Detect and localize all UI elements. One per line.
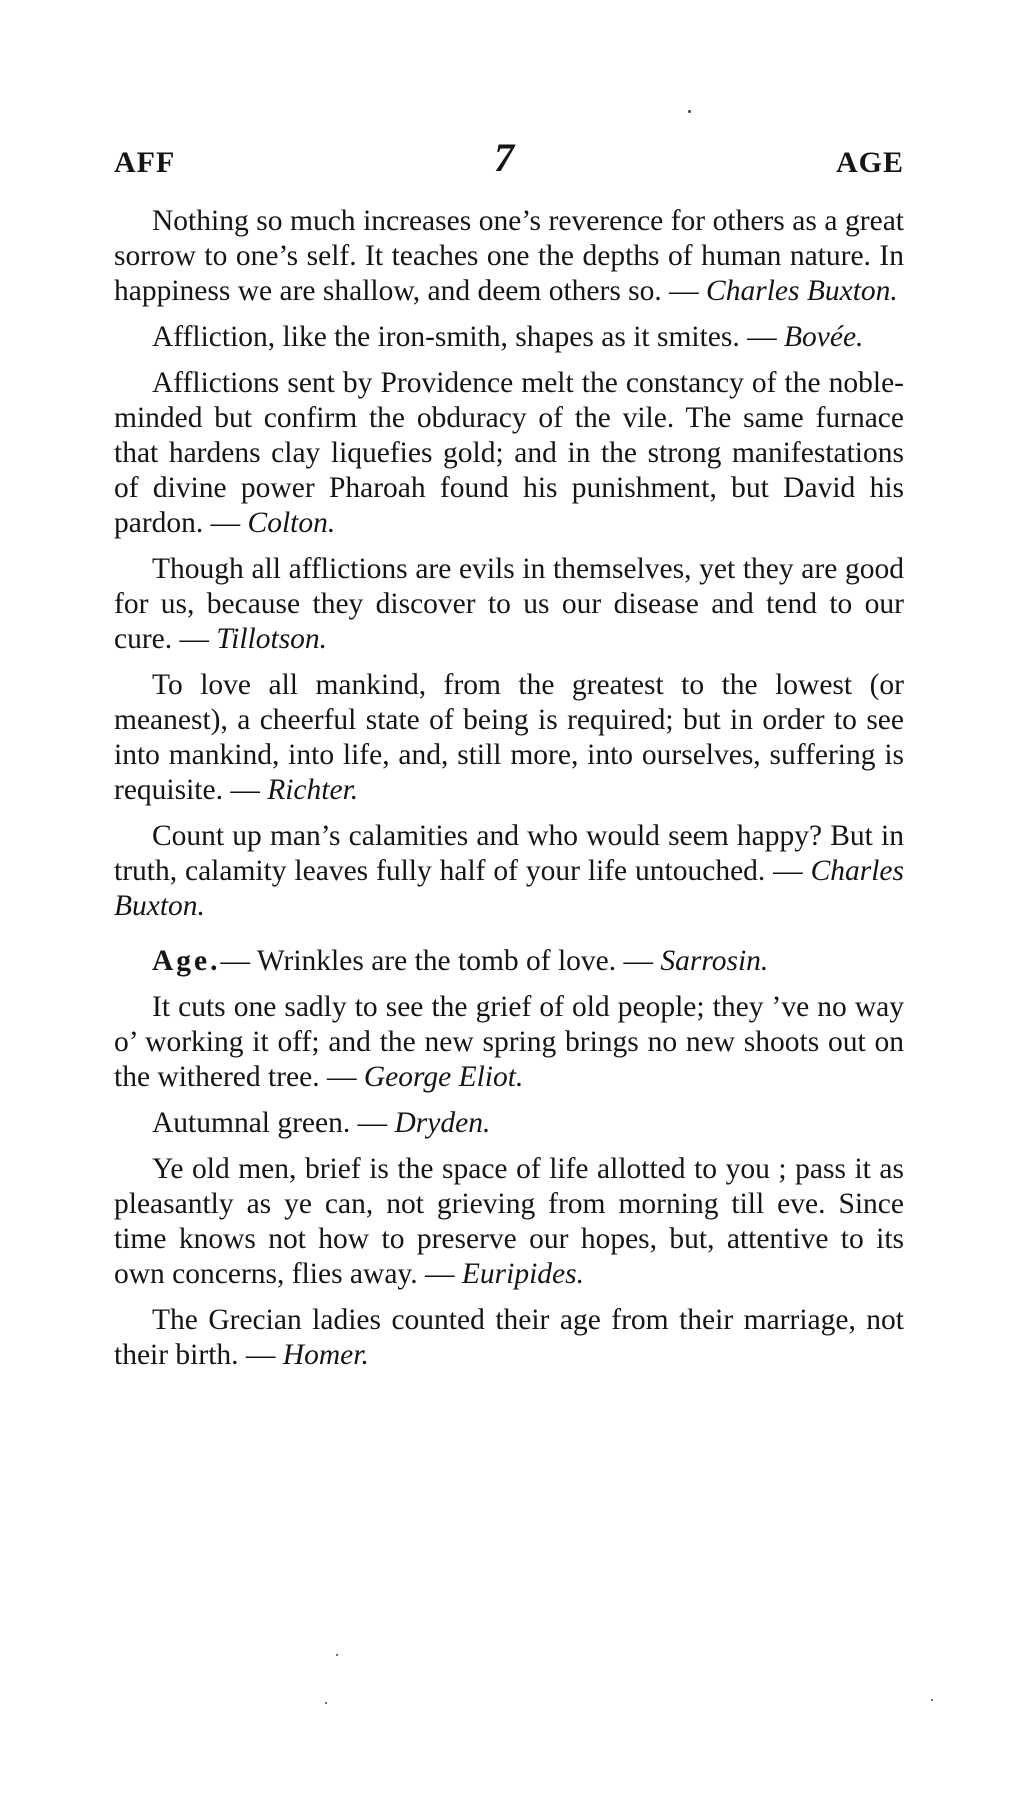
quotation-author: Richter.: [267, 774, 359, 806]
quotation-text: — Wrinkles are the tomb of love. —: [220, 945, 661, 977]
quotation-text: Affliction, like the iron-smith, shapes as it smites. —: [152, 321, 784, 353]
quotation-text: Afflictions sent by Providence melt the constancy of the noble-minded but confirm the obduracy of the vile. The same furnace that hardens clay liquefies gold; and in the strong manifestations of divine power Pharoah found his punishment, but David his pardon. —: [114, 367, 904, 539]
quotation-entry: [114, 819, 904, 924]
quotation-author: Charles Buxton.: [706, 275, 898, 307]
quotation-text: Nothing so much increases one’s reverence for others as a great sorrow to one’s self. It teaches one the depths of human nature. In happiness we are shallow, and deem others so. —: [114, 205, 904, 307]
page-body: [114, 204, 904, 1384]
header-right-catchword: AGE: [835, 146, 904, 179]
quotation-author: Colton.: [247, 507, 336, 539]
print-speck: [688, 110, 691, 113]
quotation-text: Autumnal green. —: [152, 1107, 395, 1139]
quotation-text: Count up man’s calamities and who would seem happy? But in truth, calamity leaves fully half of your life untouched. —: [114, 820, 904, 887]
quotation-text: Ye old men, brief is the space of life allotted to you ; pass it as pleasantly as ye can, not grieving from morning till eve. Since time knows not how to preserve our hopes, but, attentive to its own concerns, flies away. —: [114, 1153, 904, 1290]
running-header: [114, 135, 904, 190]
quotation-author: Homer.: [282, 1339, 369, 1371]
quotation-entry: [114, 552, 904, 657]
topic-heading: Age.: [152, 945, 221, 977]
quotation-entry: [114, 1152, 904, 1292]
quotation-entry: [114, 668, 904, 808]
quotation-author: Bovée.: [784, 321, 864, 353]
quotation-entry: [114, 1303, 904, 1373]
quotation-text: It cuts one sadly to see the grief of old people; they ’ve no way o’ working it off; and the new spring brings no new shoots out on the withered tree. —: [114, 991, 904, 1093]
quotation-entry: [114, 320, 904, 355]
quotation-text: To love all mankind, from the greatest to the lowest (or meanest), a cheerful state of being is required; but in order to see into mankind, into life, and, still more, into ourselves, suffering is requisite. —: [114, 669, 904, 806]
quotation-author: George Eliot.: [363, 1061, 524, 1093]
quotation-text: Though all afflictions are evils in themselves, yet they are good for us, because they discover to us our disease and tend to our cure. —: [114, 553, 904, 655]
quotation-entry: [114, 990, 904, 1095]
page-number: 7: [494, 135, 514, 180]
quotation-entry: [114, 204, 904, 309]
quotation-author: Sarrosin.: [660, 945, 769, 977]
topic-entry: [114, 944, 904, 979]
print-speck: [931, 1699, 933, 1701]
quotation-entry: [114, 366, 904, 541]
quotation-author: Dryden.: [394, 1107, 491, 1139]
quotation-text: The Grecian ladies counted their age from their marriage, not their birth. —: [114, 1304, 904, 1371]
quotation-author: Charles Buxton.: [114, 855, 904, 922]
print-speck: [336, 1654, 338, 1656]
quotation-entry: [114, 1106, 904, 1141]
quotation-author: Tillotson.: [216, 623, 328, 655]
header-left-catchword: AFF: [114, 146, 176, 179]
print-speck: [325, 1702, 327, 1704]
quotation-author: Euripides.: [461, 1258, 584, 1290]
